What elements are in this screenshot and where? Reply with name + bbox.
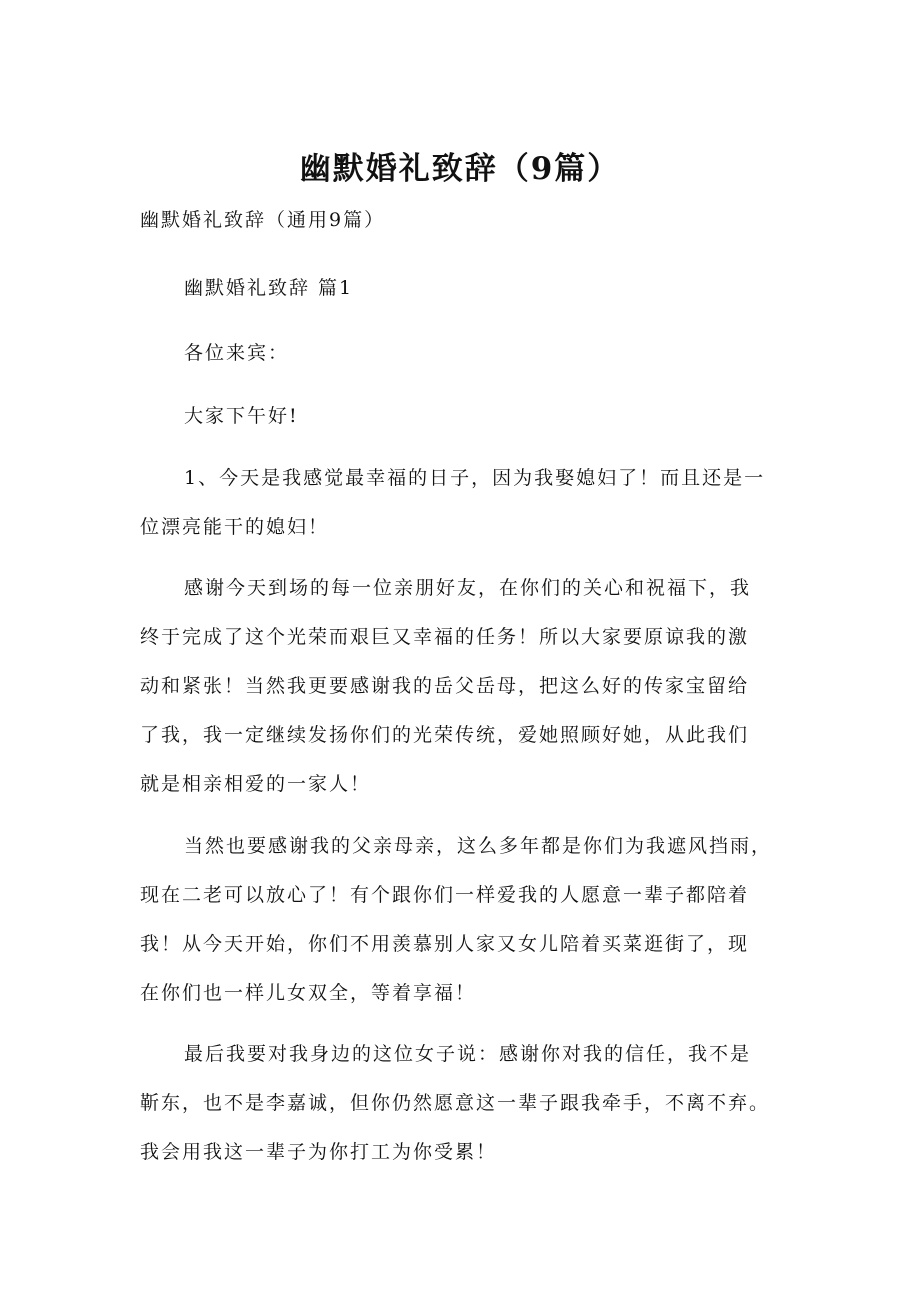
paragraph-line: 在你们也一样儿女双全，等着享福！ bbox=[140, 982, 477, 1004]
document-subtitle: 幽默婚礼致辞（通用9篇） bbox=[140, 209, 386, 231]
paragraph-line: 最后我要对我身边的这位女子说：感谢你对我的信任，我不是 bbox=[184, 1043, 752, 1065]
paragraph-2 bbox=[140, 564, 810, 809]
paragraph-1 bbox=[140, 454, 810, 552]
paragraph-line: 终于完成了这个光荣而艰巨又幸福的任务！所以大家要原谅我的激 bbox=[140, 626, 750, 648]
salutation bbox=[140, 329, 810, 378]
paragraph-line: 现在二老可以放心了！有个跟你们一样爱我的人愿意一辈子都陪着 bbox=[140, 884, 750, 906]
paragraph-line: 靳东，也不是李嘉诚，但你仍然愿意这一辈子跟我牵手，不离不弃。 bbox=[140, 1092, 771, 1114]
document-title: 幽默婚礼致辞（9篇） bbox=[299, 151, 621, 187]
greeting-text: 大家下午好! bbox=[184, 405, 299, 427]
paragraph-4 bbox=[140, 1030, 810, 1177]
section-heading bbox=[140, 264, 810, 313]
greeting bbox=[140, 392, 810, 441]
paragraph-line: 就是相亲相爱的一家人！ bbox=[140, 773, 372, 795]
section-heading-text: 幽默婚礼致辞 篇1 bbox=[184, 277, 354, 299]
paragraph-line: 我！从今天开始，你们不用羡慕别人家又女儿陪着买菜逛街了，现 bbox=[140, 933, 750, 955]
paragraph-line: 动和紧张！当然我更要感谢我的岳父岳母，把这么好的传家宝留给 bbox=[140, 675, 750, 697]
salutation-text: 各位来宾： bbox=[184, 342, 290, 364]
paragraph-line: 当然也要感谢我的父亲母亲，这么多年都是你们为我遮风挡雨， bbox=[184, 835, 773, 857]
paragraph-line: 位漂亮能干的媳妇！ bbox=[140, 516, 330, 538]
paragraph-line: 我会用我这一辈子为你打工为你受累！ bbox=[140, 1141, 498, 1163]
paragraph-line: 1、今天是我感觉最幸福的日子，因为我娶媳妇了！而且还是一 bbox=[184, 467, 766, 489]
paragraph-line: 感谢今天到场的每一位亲朋好友，在你们的关心和祝福下，我 bbox=[184, 577, 752, 599]
paragraph-line: 了我，我一定继续发扬你们的光荣传统，爱她照顾好她，从此我们 bbox=[140, 724, 750, 746]
paragraph-3 bbox=[140, 822, 810, 1018]
